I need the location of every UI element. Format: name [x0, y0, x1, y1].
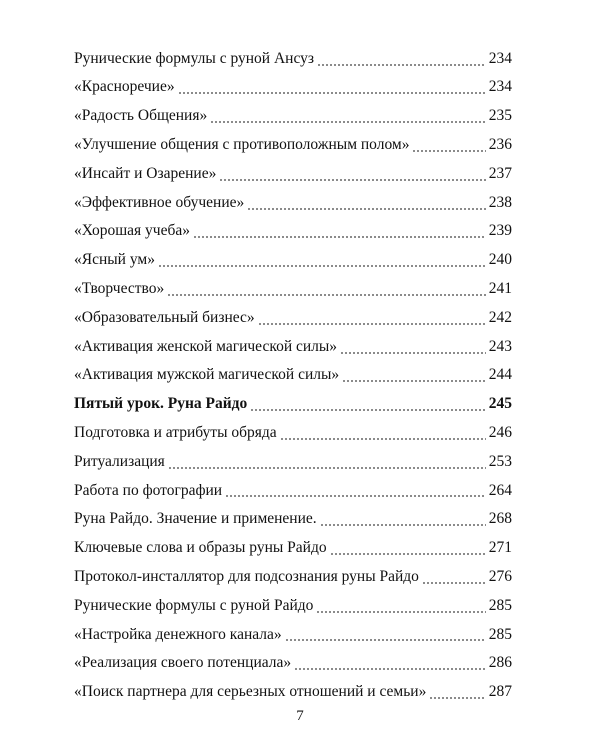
toc-entry-page: 245 [488, 395, 512, 413]
toc-entry [74, 591, 512, 620]
dot-leader [250, 396, 485, 412]
page-number: 7 [296, 708, 304, 724]
toc-entry [74, 303, 512, 332]
dot-leader [422, 569, 486, 585]
toc-entry-page: 242 [488, 308, 512, 326]
dot-leader [342, 367, 486, 383]
toc-entry-title: «Хорошая учеба» [74, 222, 190, 240]
toc-entry-page: 236 [488, 136, 512, 154]
toc-entry-page: 241 [488, 280, 512, 298]
toc-entry-title: «Поиск партнера для серьезных отношений и семьи» [74, 683, 427, 701]
dot-leader [294, 655, 486, 671]
toc-entry-page: 246 [488, 424, 512, 441]
dot-leader [158, 252, 486, 268]
toc-entry-page: 238 [488, 193, 512, 211]
dot-leader [193, 223, 486, 239]
toc-entry-title: «Настройка денежного канала» [74, 625, 282, 643]
toc-entry [74, 332, 512, 361]
toc-entry-page: 285 [488, 596, 512, 614]
toc-entry [74, 188, 512, 217]
toc-entry [74, 562, 512, 591]
toc-entry [74, 476, 512, 505]
toc-entry-page: 243 [488, 337, 512, 355]
dot-leader [429, 684, 485, 700]
toc-entry [74, 620, 512, 649]
toc-entry [74, 534, 512, 563]
dot-leader [168, 453, 486, 469]
toc-entry-title: Работа по фотографии [74, 481, 223, 499]
toc-entry-page: 268 [488, 510, 512, 528]
toc-entry [74, 447, 512, 476]
toc-entry-title: «Красноречие» [74, 78, 175, 96]
toc-entry-title: Протокол-инсталлятор для подсознания руны Райдо [74, 567, 419, 585]
toc-entry-page: 264 [488, 481, 512, 499]
toc-entry-title: Рунические формулы с руной Ансуз [74, 49, 314, 67]
toc-entry-title: Пятый урок. Руна Райдо [74, 395, 248, 413]
toc-entry-title: Ритуализация [74, 452, 165, 470]
toc-entry-title: «Эффективное обучение» [74, 193, 245, 211]
toc-entry-page: 240 [488, 251, 512, 269]
toc-entry-page: 244 [488, 366, 512, 384]
toc-entry [74, 217, 512, 246]
toc-entry [74, 418, 512, 447]
toc-entry-page: 234 [488, 78, 512, 96]
toc-section-heading [74, 390, 512, 419]
toc-entry-page: 287 [488, 683, 512, 701]
dot-leader [412, 137, 485, 153]
toc-entry-title: «Образовательный бизнес» [74, 308, 255, 326]
toc-entry-title: Ключевые слова и образы руны Райдо [74, 539, 327, 557]
dot-leader [247, 194, 485, 210]
table-of-contents [74, 44, 512, 706]
toc-entry-page: 253 [488, 452, 512, 470]
toc-entry [74, 73, 512, 102]
dot-leader [210, 108, 486, 124]
toc-entry [74, 361, 512, 390]
dot-leader [316, 597, 485, 613]
toc-entry [74, 44, 512, 73]
toc-entry [74, 159, 512, 188]
toc-entry-page: 239 [488, 222, 512, 240]
toc-entry-page: 285 [488, 625, 512, 643]
toc-entry-title: «Радость Общения» [74, 107, 208, 125]
dot-leader [320, 511, 486, 527]
toc-entry-title: «Реализация своего потенциала» [74, 654, 292, 672]
toc-entry-title: Подготовка и атрибуты обряда [74, 424, 277, 441]
toc-entry-title: «Улучшение общения с противоположным полом» [74, 136, 410, 154]
dot-leader [225, 482, 486, 498]
toc-entry-page: 286 [488, 654, 512, 672]
toc-entry-title: «Творчество» [74, 280, 165, 298]
dot-leader [330, 540, 486, 556]
toc-entry-title: «Инсайт и Озарение» [74, 164, 217, 182]
toc-entry-title: Рунические формулы с руной Райдо [74, 596, 314, 614]
toc-entry [74, 102, 512, 131]
dot-leader [219, 165, 485, 181]
toc-entry [74, 246, 512, 275]
toc-entry-title: Руна Райдо. Значение и применение. [74, 510, 317, 528]
dot-leader [280, 425, 486, 441]
dot-leader [317, 50, 486, 66]
toc-entry-page: 235 [488, 107, 512, 125]
dot-leader [258, 309, 486, 325]
toc-entry-page: 234 [488, 49, 512, 67]
toc-entry-title: «Активация мужской магической силы» [74, 366, 340, 384]
toc-entry [74, 678, 512, 707]
toc-entry [74, 505, 512, 534]
toc-entry-page: 276 [488, 567, 512, 585]
dot-leader [340, 338, 486, 354]
dot-leader [167, 281, 486, 297]
toc-entry [74, 649, 512, 678]
toc-entry-page: 237 [488, 164, 512, 182]
dot-leader [178, 79, 486, 95]
toc-entry-page: 271 [488, 539, 512, 557]
toc-entry [74, 274, 512, 303]
dot-leader [285, 626, 486, 642]
toc-entry-title: «Активация женской магической силы» [74, 337, 338, 355]
toc-entry [74, 130, 512, 159]
toc-entry-title: «Ясный ум» [74, 251, 155, 269]
